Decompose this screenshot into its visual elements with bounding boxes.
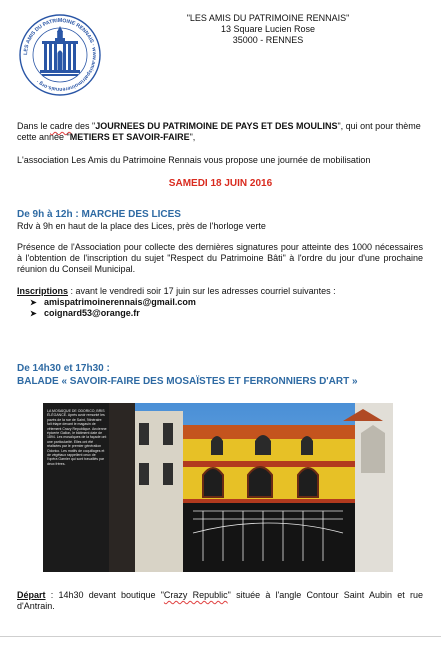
- org-name: "LES AMIS DU PATRIMOINE RENNAIS": [186, 13, 350, 23]
- intro-text: ", qui ont pour thème cette année ": [17, 121, 421, 142]
- street-address: 13 Square Lucien Rose: [220, 24, 316, 34]
- intro-text: des ": [72, 121, 96, 131]
- info-panel-text: LA MOSAÏQUE DE ODORICO, BRIS ÉLÉGANCE. Après avoir remonté les pavés de la rue de Saint, l'itinéraire fait étape devant le magasin de vêtement Crazy Republique. Ancienne épicerie Gallon, le bâtiment date de 1894. Les mosaïques de la façade ont une particularité. Elles ont été réalisées par le premier génération Odorico. Les motifs de coquillages et de végétaux rappellent ceux de l'opéra Garnier qui sont travaillés par deux frères.: [47, 409, 107, 466]
- intro-text: ",: [189, 132, 196, 142]
- association-logo: [18, 13, 102, 97]
- depart-label: Départ: [17, 590, 46, 600]
- event-name: JOURNEES DU PATRIMOINE DE PAYS ET DES MOULINS: [95, 121, 338, 131]
- arrow-bullet-icon: ➤: [30, 309, 37, 318]
- morning-rdv: Rdv à 9h en haut de la place des Lices, près de l'horloge verte: [17, 221, 266, 231]
- intro-text: Dans le: [17, 121, 51, 131]
- depart-paragraph: [17, 590, 423, 612]
- email-link[interactable]: amispatrimoinerennais@gmail.com: [44, 297, 196, 307]
- afternoon-title: BALADE « SAVOIR-FAIRE DES MOSAÏSTES ET FERRONNIERS D'ART »: [17, 376, 358, 387]
- inscriptions-line: [17, 286, 423, 297]
- event-date: SAMEDI 18 JUIN 2016: [168, 178, 273, 189]
- email-list-item: [30, 297, 196, 308]
- morning-heading: De 9h à 12h : MARCHE DES LICES: [17, 209, 181, 220]
- inscriptions-label: Inscriptions: [17, 286, 69, 296]
- logo-ring-text: LES AMIS DU PATRIMOINE RENNAIS · www.amispatrimoinerennais.org ·: [22, 17, 98, 93]
- inscriptions-text: : avant le vendredi soir 17 juin sur les adresses courriel suivantes :: [68, 286, 336, 296]
- email-link[interactable]: coignard53@orange.fr: [44, 308, 140, 318]
- intro-paragraph: [17, 121, 423, 143]
- city-address: 35000 - RENNES: [232, 35, 304, 45]
- depart-text: : 14h30 devant boutique ": [45, 590, 164, 600]
- arrow-bullet-icon: ➤: [30, 298, 37, 307]
- intro-text-cadre: cadre: [50, 121, 73, 131]
- info-panel: [43, 403, 109, 572]
- shop-name: Crazy Republic: [163, 590, 228, 600]
- afternoon-time: De 14h30 et 17h30 :: [17, 363, 110, 374]
- depart-text: " située à l'angle Contour Saint Aubin et rue d'Antrain.: [17, 590, 423, 611]
- city-hall-emblem-icon: [18, 13, 102, 97]
- header-address: [168, 13, 368, 46]
- afternoon-heading: [17, 362, 358, 388]
- morning-presence: Présence de l'Association pour collecte des dernières signatures pour atteinte des 1000 nécessaires à l'obtention de l'inscription du sujet "Respect du Patrimoine Bâti" à l'ordre du jour d'une prochaine réunion du Conseil Municipal.: [17, 242, 423, 274]
- theme-name: METIERS ET SAVOIR-FAIRE: [69, 132, 190, 142]
- page-bottom-divider: [0, 636, 441, 637]
- email-list-item: [30, 308, 140, 319]
- intro-mobilisation: L'association Les Amis du Patrimoine Rennais vous propose une journée de mobilisation: [17, 155, 371, 165]
- building-photo: [43, 403, 393, 572]
